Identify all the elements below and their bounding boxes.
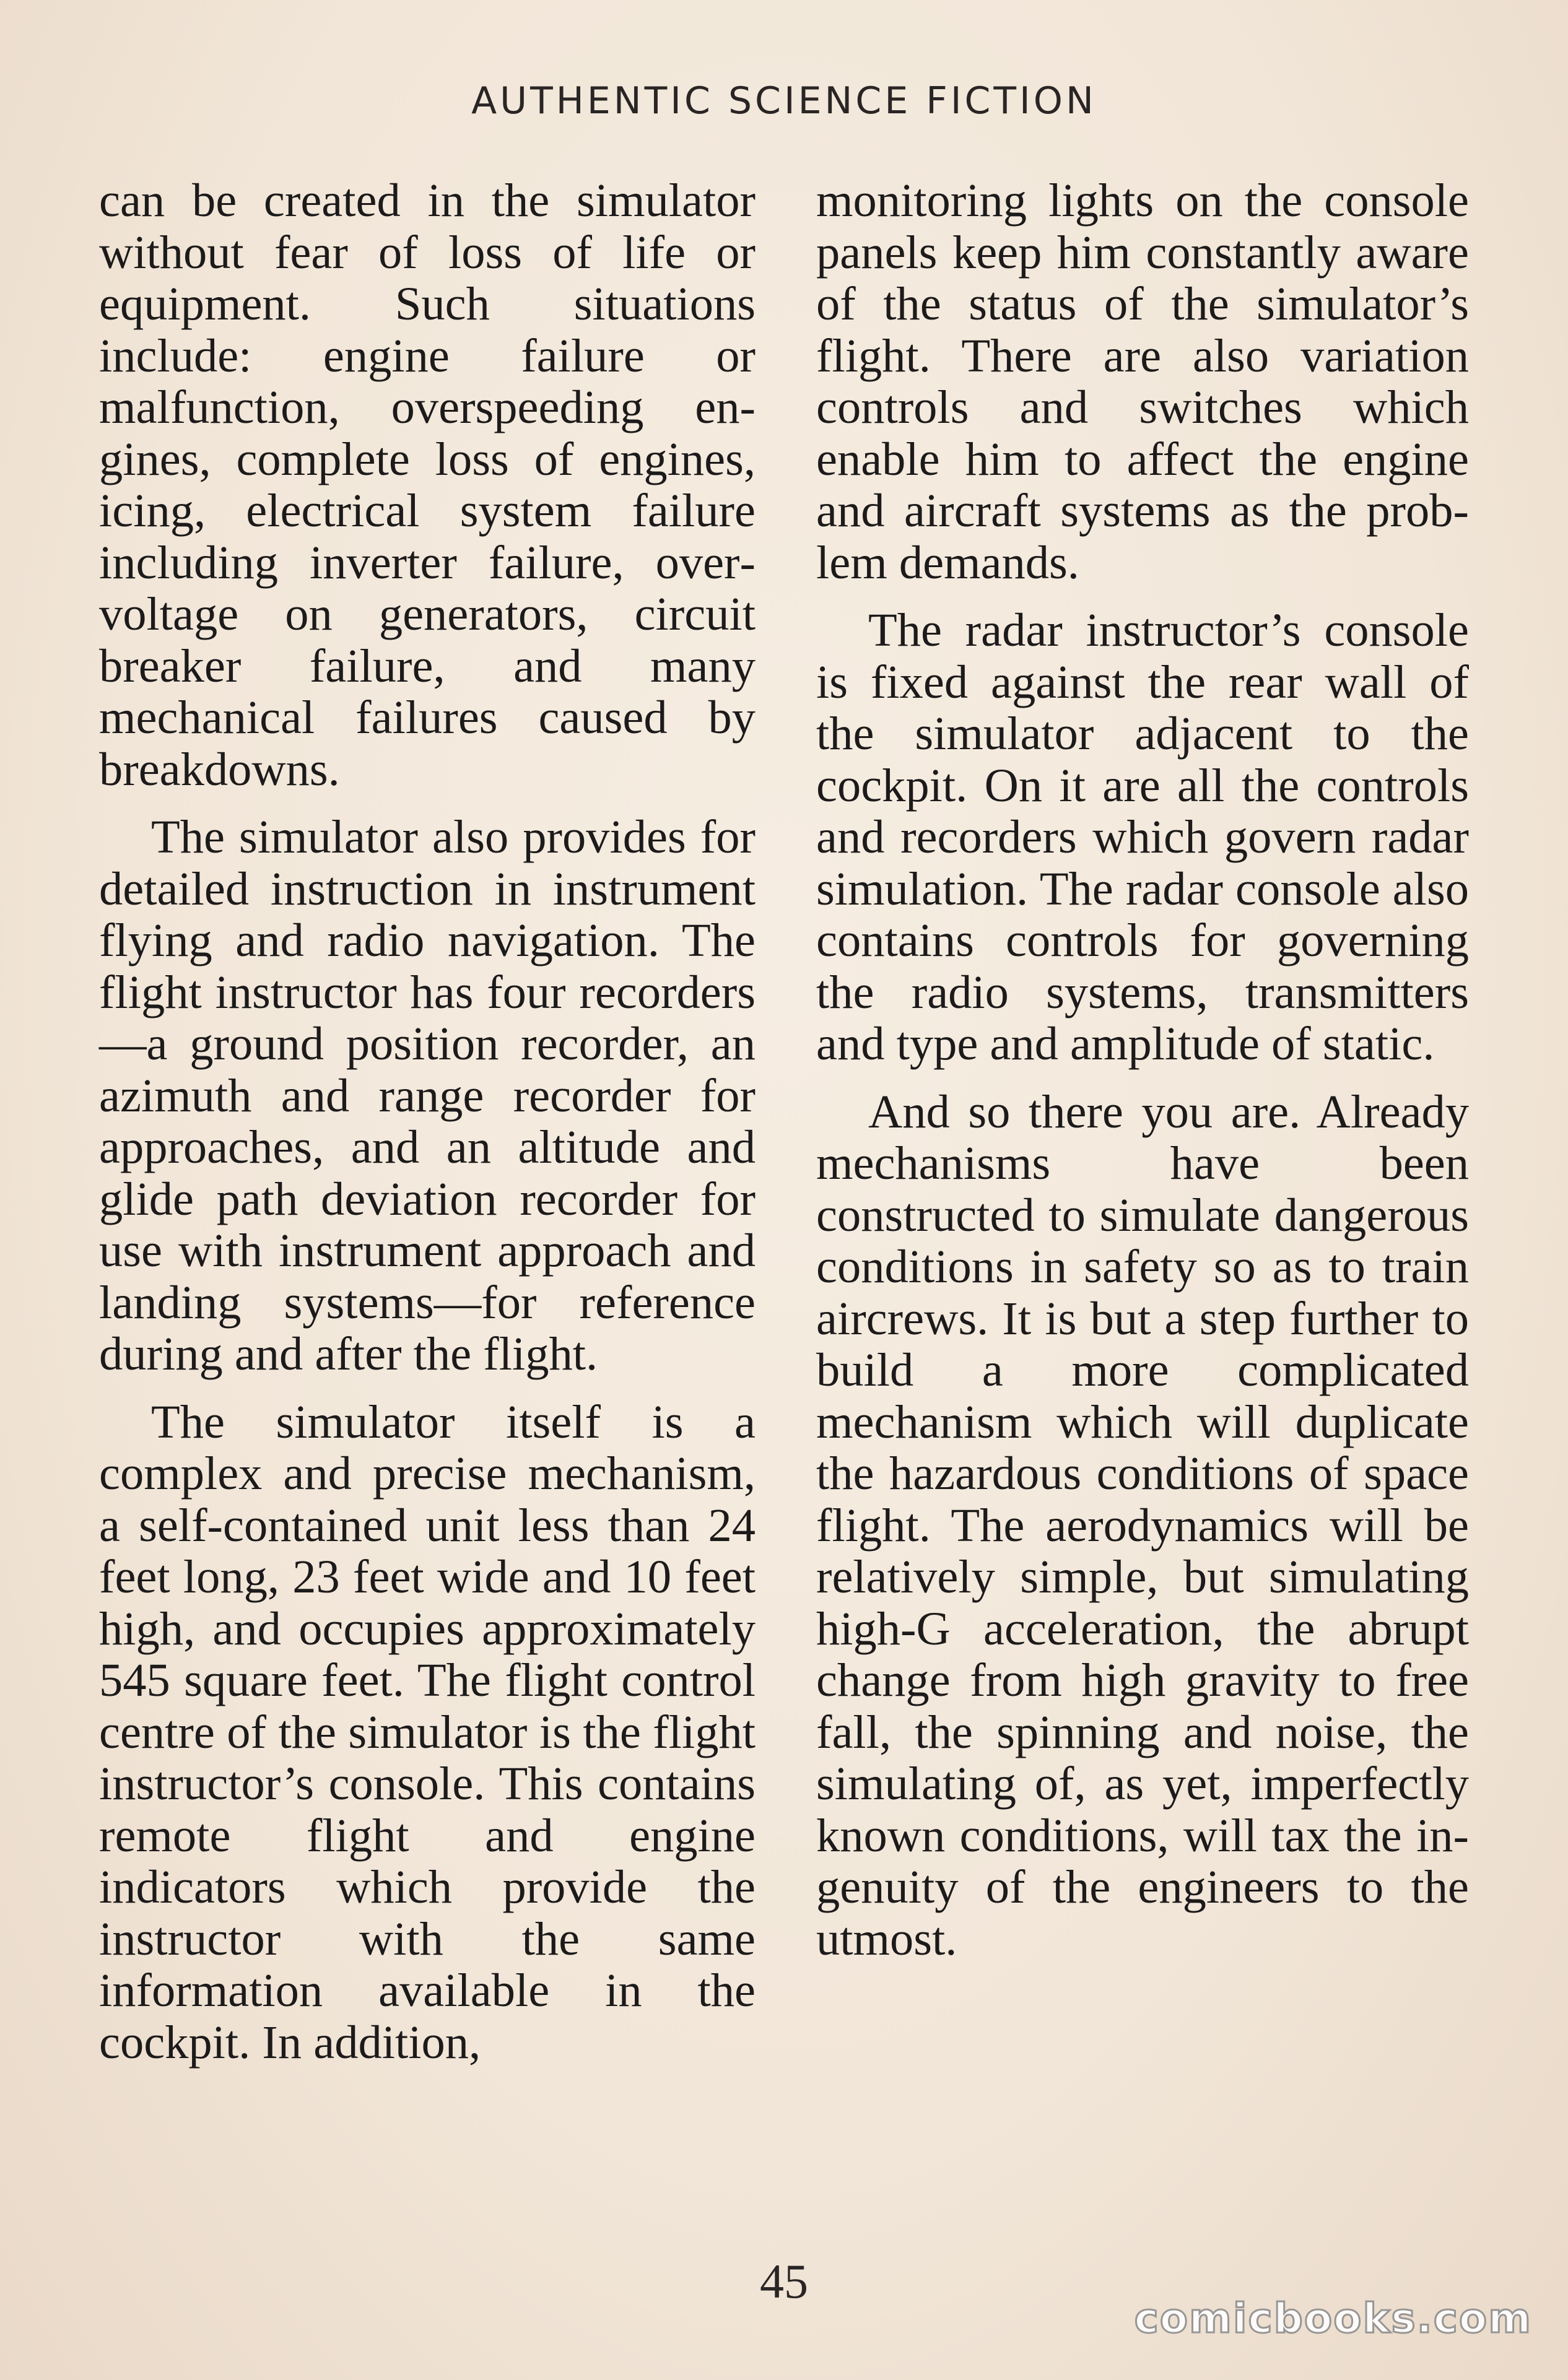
page-number: 45 (760, 2254, 808, 2308)
right-text-column (816, 175, 1469, 1981)
left-paragraph-3: The simulator itself is a complex and precise mechanism, a self-contained unit less than 24 feet long, 23 feet wide and 10 feet high, and occupies approximately 545 square feet. The flight control centre of the simulator is the flight instructor’s console. This contains remote flight and engine indicators which provide the instructor with the same information available in the cockpit. In addition, (99, 1395, 756, 2069)
left-text-column (99, 175, 756, 2084)
left-paragraph-1: can be created in the simulator without fear of loss of life or equipment. Such situations include: engine failure or malfunction, overspeeding engines, complete loss of engines, icing, electrical system failure including inverter failure, overvoltage on generators, circuit breaker failure, and many mechanical failures caused by breakdowns. (99, 174, 756, 796)
right-paragraph-1: monitoring lights on the console panels keep him constantly aware of the status of the simulator’s flight. There are also variation controls and switches which enable him to affect the engine and aircraft systems as the problem demands. (816, 174, 1469, 589)
watermark-text: comicbooks.com (1134, 2295, 1532, 2342)
right-paragraph-2: The radar instructor’s console is fixed against the rear wall of the simulator adjacent to the cockpit. On it are all the controls and recorders which govern radar simulation. The radar console also contains controls for governing the radio systems, transmitters and type and amplitude of static. (816, 604, 1469, 1070)
right-paragraph-3: And so there you are. Already mechanisms have been constructed to simulate dangerous conditions in safety so as to train aircrews. It is but a step further to build a more complicated mechanism which will duplicate the hazardous conditions of space flight. The aerodynamics will be relatively simple, but simulating high-G acceleration, the abrupt change from high gravity to free fall, the spinning and noise, the simulating of, as yet, imperfectly known conditions, will tax the ingenuity of the engineers to the utmost. (816, 1085, 1469, 1965)
running-header: AUTHENTIC SCIENCE FICTION (471, 79, 1097, 123)
left-paragraph-2: The simulator also provides for detailed instruction in instrument flying and radio navigation. The flight instructor has four recorders—a ground position recorder, an azimuth and range recorder for approaches, and an altitude and glide path deviation recorder for use with instrument approach and landing systems—for reference during and after the flight. (99, 810, 756, 1380)
